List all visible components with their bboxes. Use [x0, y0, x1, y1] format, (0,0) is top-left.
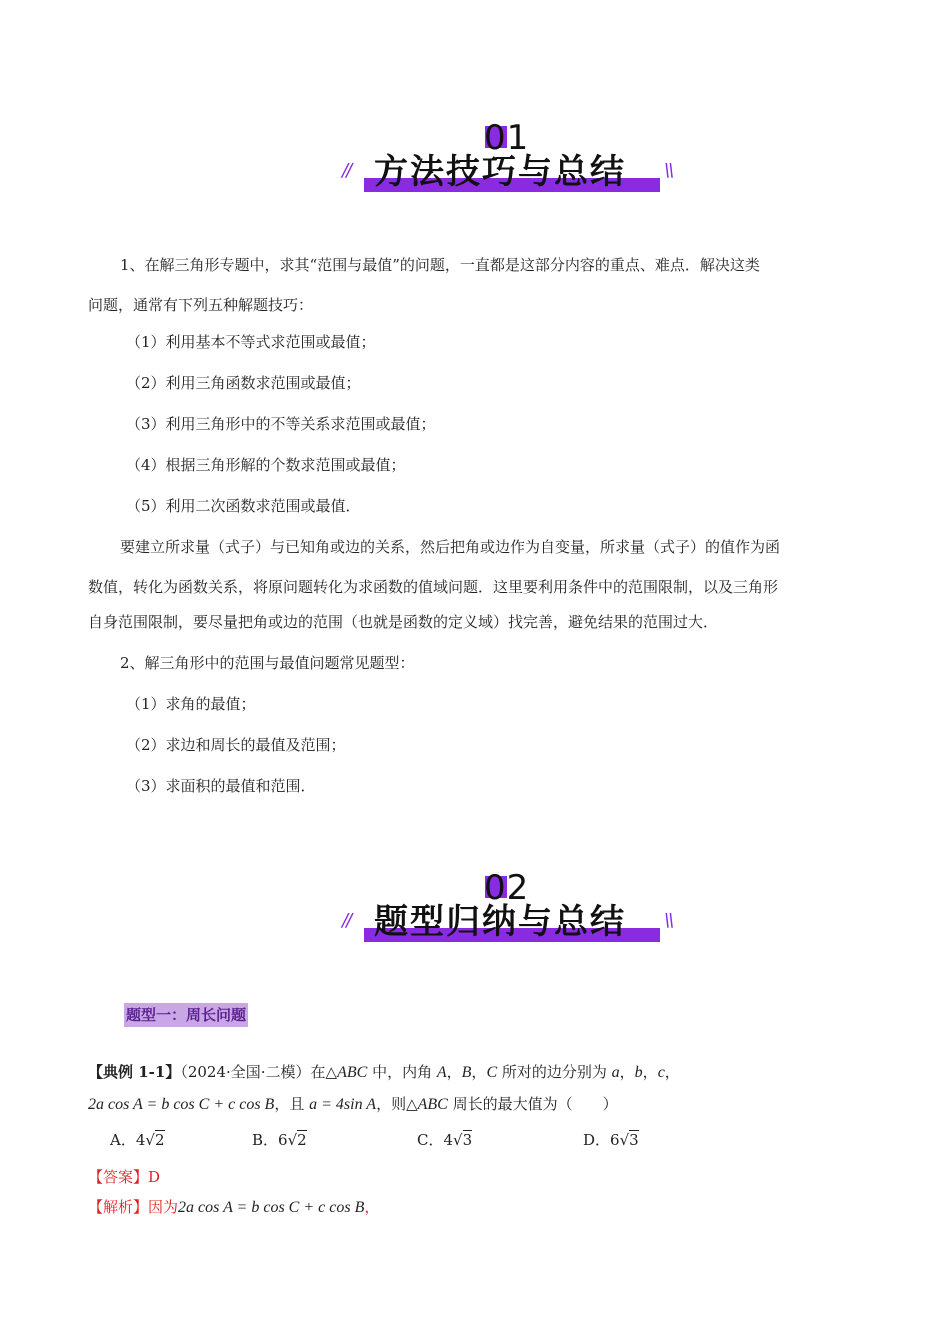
sqrt-symbol: √: [287, 1131, 298, 1149]
option-coefficient: 4: [135, 1131, 146, 1149]
angle-c: C: [486, 1064, 498, 1081]
option-letter: A．: [110, 1131, 136, 1149]
separator: ，: [642, 1063, 658, 1081]
stem-text: ，则△: [376, 1095, 418, 1113]
technique-item: （2）利用三角函数求范围或最值；: [126, 374, 361, 392]
separator: ，: [664, 1063, 680, 1081]
separator: ，: [446, 1063, 462, 1081]
types-intro: 2、解三角形中的范围与最值问题常见题型：: [120, 654, 415, 672]
option-radicand: 2: [297, 1131, 307, 1149]
intro-line-2: 问题，通常有下列五种解题技巧：: [88, 296, 314, 314]
option-radicand: 2: [154, 1131, 165, 1149]
technique-item: （3）利用三角形中的不等关系求范围或最值；: [126, 415, 436, 433]
answer-line: [88, 1167, 860, 1187]
option-coefficient: 4: [443, 1131, 454, 1149]
slash-decoration-left: //: [342, 160, 351, 181]
side-a: a: [611, 1064, 620, 1081]
option-radicand: 3: [629, 1131, 639, 1149]
method-para-line-1: 要建立所求量（式子）与已知角或边的关系，然后把角或边作为自变量，所求量（式子）的值作为函: [120, 538, 781, 556]
stem-text: 中，内角: [367, 1063, 437, 1081]
answer-value: D: [148, 1168, 161, 1186]
analysis-label: 【解析】: [88, 1198, 149, 1216]
triangle-name: ABC: [417, 1096, 448, 1113]
slash-decoration-left: //: [342, 910, 351, 931]
stem-text: 周长的最大值为（ ）: [447, 1095, 618, 1113]
section-number: 02: [484, 868, 530, 908]
method-para-line-3: 自身范围限制，要尽量把角或边的范围（也就是函数的定义域）找完善，避免结果的范围过大．: [88, 613, 719, 631]
stem-text: 所对的边分别为: [497, 1063, 612, 1081]
section-number: 01: [484, 118, 530, 158]
technique-item: （5）利用二次函数求范围或最值．: [126, 497, 361, 515]
analysis-line: [88, 1197, 860, 1218]
analysis-text: 因为: [148, 1198, 179, 1216]
option-c: [417, 1130, 472, 1150]
example-stem-line-1: [88, 1062, 860, 1083]
type-item: （1）求角的最值；: [126, 695, 256, 713]
side-b: b: [634, 1064, 643, 1081]
technique-item: （1）利用基本不等式求范围或最值；: [126, 333, 376, 351]
type-item: （2）求边和周长的最值及范围；: [126, 736, 346, 754]
slash-decoration-right: \\: [664, 160, 673, 181]
separator: ，: [619, 1063, 635, 1081]
option-coefficient: 6: [278, 1131, 288, 1149]
angle-b: B: [461, 1064, 472, 1081]
analysis-equation: 2a cos A = b cos C + c cos B: [178, 1199, 365, 1216]
example-stem-line-2: [88, 1094, 860, 1115]
sqrt-symbol: √: [453, 1131, 463, 1149]
option-a: [110, 1130, 165, 1150]
intro-line-1: 1、在解三角形专题中，求其“范围与最值”的问题，一直都是这部分内容的重点、难点．解决这类: [120, 256, 760, 274]
option-coefficient: 6: [610, 1131, 620, 1149]
example-source: （2024·全国·二模）在△: [180, 1063, 338, 1081]
type-item: （3）求面积的最值和范围．: [126, 777, 316, 795]
stem-text: ，且: [274, 1095, 310, 1113]
given-equation: 2a cos A = b cos C + c cos B: [88, 1096, 275, 1113]
method-para-line-2: 数值，转化为函数关系，将原问题转化为求函数的值域问题．这里要利用条件中的范围限制，以及三角形: [88, 578, 779, 596]
option-letter: D．: [583, 1131, 611, 1149]
section-banner-2: [340, 868, 680, 968]
answer-label: 【答案】: [88, 1168, 149, 1186]
angle-a: A: [436, 1064, 447, 1081]
option-letter: C．: [417, 1131, 444, 1149]
option-b: [252, 1130, 307, 1150]
example-label: 【典例 1-1】: [88, 1063, 181, 1081]
option-letter: B．: [252, 1131, 279, 1149]
given-condition: a = 4sin A: [309, 1096, 377, 1113]
option-d: [583, 1130, 639, 1150]
question-type-tag: 题型一：周长问题: [124, 1003, 248, 1027]
section-title: 题型归纳与总结: [374, 902, 626, 942]
section-banner-1: [340, 118, 680, 218]
triangle-name: ABC: [337, 1064, 368, 1081]
side-c: c: [657, 1064, 665, 1081]
slash-decoration-right: \\: [664, 910, 673, 931]
technique-item: （4）根据三角形解的个数求范围或最值；: [126, 456, 406, 474]
option-radicand: 3: [462, 1131, 473, 1149]
analysis-end: ，: [364, 1198, 380, 1216]
sqrt-symbol: √: [145, 1131, 155, 1149]
section-title: 方法技巧与总结: [374, 152, 626, 192]
separator: ，: [471, 1063, 487, 1081]
sqrt-symbol: √: [619, 1131, 630, 1149]
